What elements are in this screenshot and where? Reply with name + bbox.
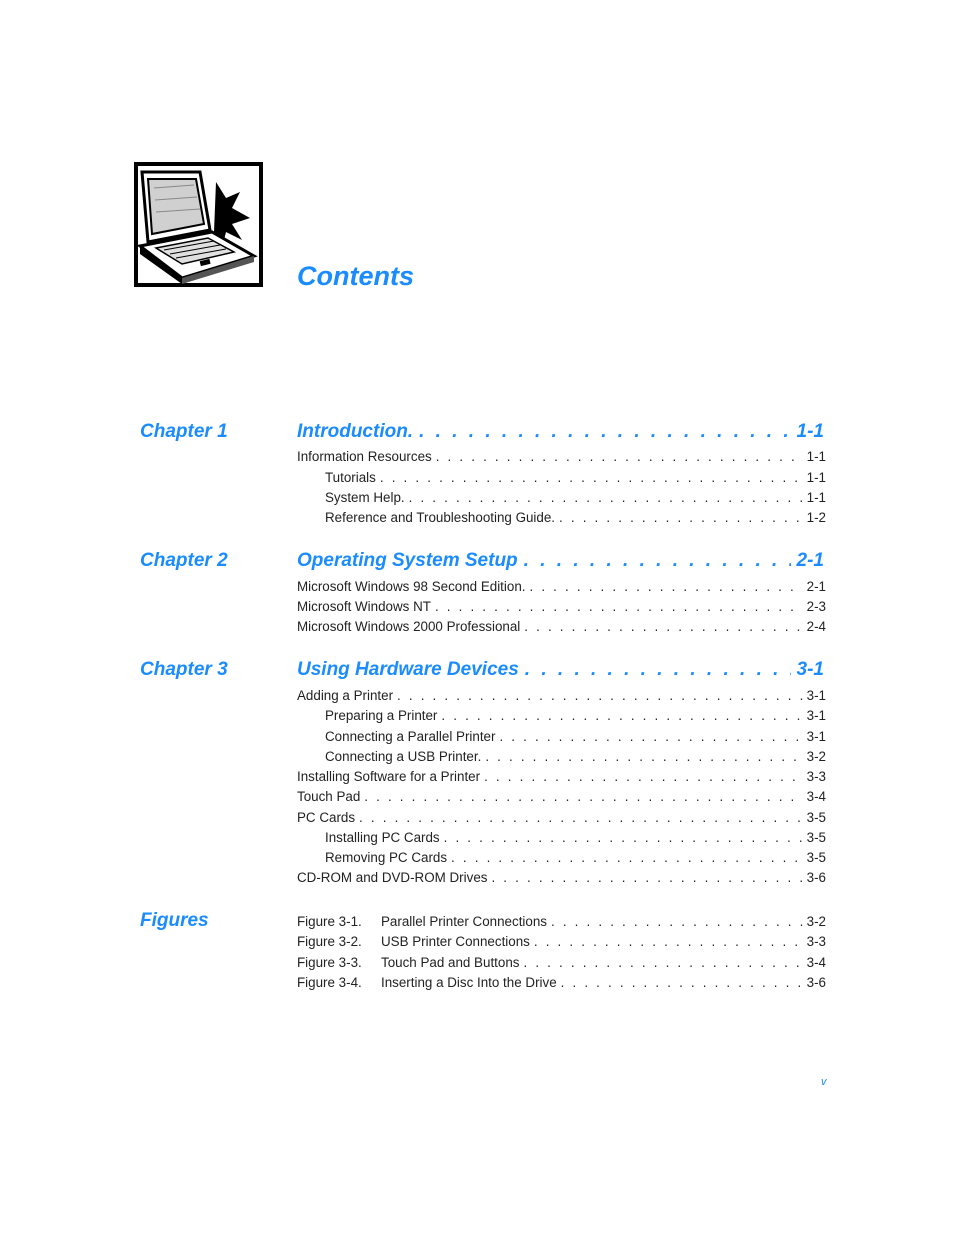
chapter-page: 3-1 bbox=[796, 659, 824, 680]
dot-leader bbox=[561, 974, 803, 992]
dot-leader bbox=[380, 469, 803, 487]
dot-leader bbox=[524, 618, 802, 636]
dot-leader bbox=[525, 658, 791, 682]
toc-entry-page: 3-6 bbox=[806, 870, 826, 885]
toc-entry-page: 2-3 bbox=[806, 599, 826, 614]
toc-entry-text: PC Cards bbox=[297, 810, 356, 825]
toc-entry[interactable] bbox=[325, 829, 826, 847]
toc-entry-page: 1-1 bbox=[806, 470, 826, 485]
figure-entry[interactable] bbox=[297, 974, 826, 992]
dot-leader bbox=[485, 748, 802, 766]
chapter-label: Chapter 2 bbox=[140, 550, 228, 571]
dot-leader bbox=[419, 420, 790, 444]
toc-entry-text: Adding a Printer bbox=[297, 688, 394, 703]
figure-title: Touch Pad and Buttons bbox=[381, 955, 520, 970]
figures-label: Figures bbox=[140, 910, 209, 931]
dot-leader bbox=[409, 489, 803, 507]
toc-entry-page: 2-4 bbox=[806, 619, 826, 634]
toc-entry-page: 1-1 bbox=[806, 449, 826, 464]
toc-entry-text: Preparing a Printer bbox=[325, 708, 438, 723]
dot-leader bbox=[435, 598, 803, 616]
dot-leader bbox=[534, 933, 803, 951]
toc-entry[interactable] bbox=[297, 809, 826, 827]
dot-leader bbox=[530, 578, 803, 596]
toc-entry[interactable] bbox=[297, 687, 826, 705]
toc-entry-text: Touch Pad bbox=[297, 789, 361, 804]
dot-leader bbox=[364, 788, 802, 806]
figure-number: Figure 3-1. bbox=[297, 914, 362, 929]
toc-entry-text: Microsoft Windows 98 Second Edition. bbox=[297, 579, 526, 594]
toc-entry-text: Connecting a Parallel Printer bbox=[325, 729, 496, 744]
toc-entry[interactable] bbox=[325, 728, 826, 746]
toc-entry-text: Connecting a USB Printer. bbox=[325, 749, 482, 764]
laptop-icon bbox=[134, 162, 263, 287]
dot-leader bbox=[499, 728, 802, 746]
figure-page: 3-2 bbox=[806, 914, 826, 929]
dot-leader bbox=[397, 687, 803, 705]
figure-title: Inserting a Disc Into the Drive bbox=[381, 975, 557, 990]
toc-entry-page: 3-1 bbox=[806, 688, 826, 703]
figure-page: 3-3 bbox=[806, 934, 826, 949]
toc-entry[interactable] bbox=[297, 788, 826, 806]
toc-entry-text: Installing PC Cards bbox=[325, 830, 440, 845]
dot-leader bbox=[436, 448, 803, 466]
figure-entry[interactable] bbox=[297, 954, 826, 972]
chapter-page: 1-1 bbox=[796, 421, 824, 442]
toc-entry-page: 3-3 bbox=[806, 769, 826, 784]
toc-entry-page: 3-5 bbox=[806, 850, 826, 865]
chapter-title-link[interactable] bbox=[297, 420, 824, 444]
toc-entry[interactable] bbox=[325, 849, 826, 867]
figure-number: Figure 3-4. bbox=[297, 975, 362, 990]
dot-leader bbox=[523, 954, 802, 972]
toc-entry[interactable] bbox=[325, 748, 826, 766]
chapter-title-link[interactable] bbox=[297, 658, 824, 682]
chapter-label: Chapter 1 bbox=[140, 421, 228, 442]
chapter-title-text: Operating System Setup bbox=[297, 550, 518, 571]
toc-entry-text: System Help. bbox=[325, 490, 405, 505]
dot-leader bbox=[491, 869, 802, 887]
dot-leader bbox=[359, 809, 803, 827]
figure-number: Figure 3-2. bbox=[297, 934, 362, 949]
toc-entry-text: Reference and Troubleshooting Guide. bbox=[325, 510, 556, 525]
dot-leader bbox=[559, 509, 803, 527]
chapter-title-link[interactable] bbox=[297, 549, 824, 573]
toc-entry[interactable] bbox=[325, 489, 826, 507]
toc-entry[interactable] bbox=[297, 578, 826, 596]
toc-entry[interactable] bbox=[325, 509, 826, 527]
dot-leader bbox=[484, 768, 803, 786]
chapter-title-text: Introduction. bbox=[297, 421, 414, 442]
figure-title: USB Printer Connections bbox=[381, 934, 530, 949]
toc-entry-text: Removing PC Cards bbox=[325, 850, 448, 865]
page-title: Contents bbox=[297, 261, 414, 291]
toc-entry-page: 3-1 bbox=[806, 729, 826, 744]
toc-entry-page: 3-2 bbox=[806, 749, 826, 764]
toc-entry[interactable] bbox=[297, 618, 826, 636]
toc-entry[interactable] bbox=[297, 598, 826, 616]
toc-entry-page: 1-2 bbox=[806, 510, 826, 525]
dot-leader bbox=[551, 913, 803, 931]
toc-entry-page: 3-1 bbox=[806, 708, 826, 723]
toc-entry-text: Installing Software for a Printer bbox=[297, 769, 481, 784]
toc-entry[interactable] bbox=[297, 448, 826, 466]
toc-entry-page: 1-1 bbox=[806, 490, 826, 505]
dot-leader bbox=[524, 549, 791, 573]
page-number: v bbox=[821, 1076, 827, 1088]
toc-entry-page: 3-5 bbox=[806, 810, 826, 825]
chapter-title-text: Using Hardware Devices bbox=[297, 659, 519, 680]
dot-leader bbox=[444, 829, 803, 847]
toc-entry-text: Microsoft Windows 2000 Professional bbox=[297, 619, 521, 634]
figure-number: Figure 3-3. bbox=[297, 955, 362, 970]
toc-entry-page: 2-1 bbox=[806, 579, 826, 594]
figure-page: 3-4 bbox=[806, 955, 826, 970]
dot-leader bbox=[451, 849, 803, 867]
figure-entry[interactable] bbox=[297, 933, 826, 951]
chapter-page: 2-1 bbox=[796, 550, 824, 571]
toc-entry[interactable] bbox=[325, 469, 826, 487]
figure-entry[interactable] bbox=[297, 913, 826, 931]
figure-page: 3-6 bbox=[806, 975, 826, 990]
toc-entry-text: Information Resources bbox=[297, 449, 432, 464]
toc-entry-page: 3-4 bbox=[806, 789, 826, 804]
chapter-label: Chapter 3 bbox=[140, 659, 228, 680]
toc-entry-text: Microsoft Windows NT bbox=[297, 599, 431, 614]
toc-entry-text: CD-ROM and DVD-ROM Drives bbox=[297, 870, 488, 885]
figure-title: Parallel Printer Connections bbox=[381, 914, 547, 929]
toc-entry[interactable] bbox=[297, 869, 826, 887]
toc-entry[interactable] bbox=[325, 707, 826, 725]
toc-entry[interactable] bbox=[297, 768, 826, 786]
toc-entry-page: 3-5 bbox=[806, 830, 826, 845]
toc-entry-text: Tutorials bbox=[325, 470, 376, 485]
dot-leader bbox=[441, 707, 802, 725]
